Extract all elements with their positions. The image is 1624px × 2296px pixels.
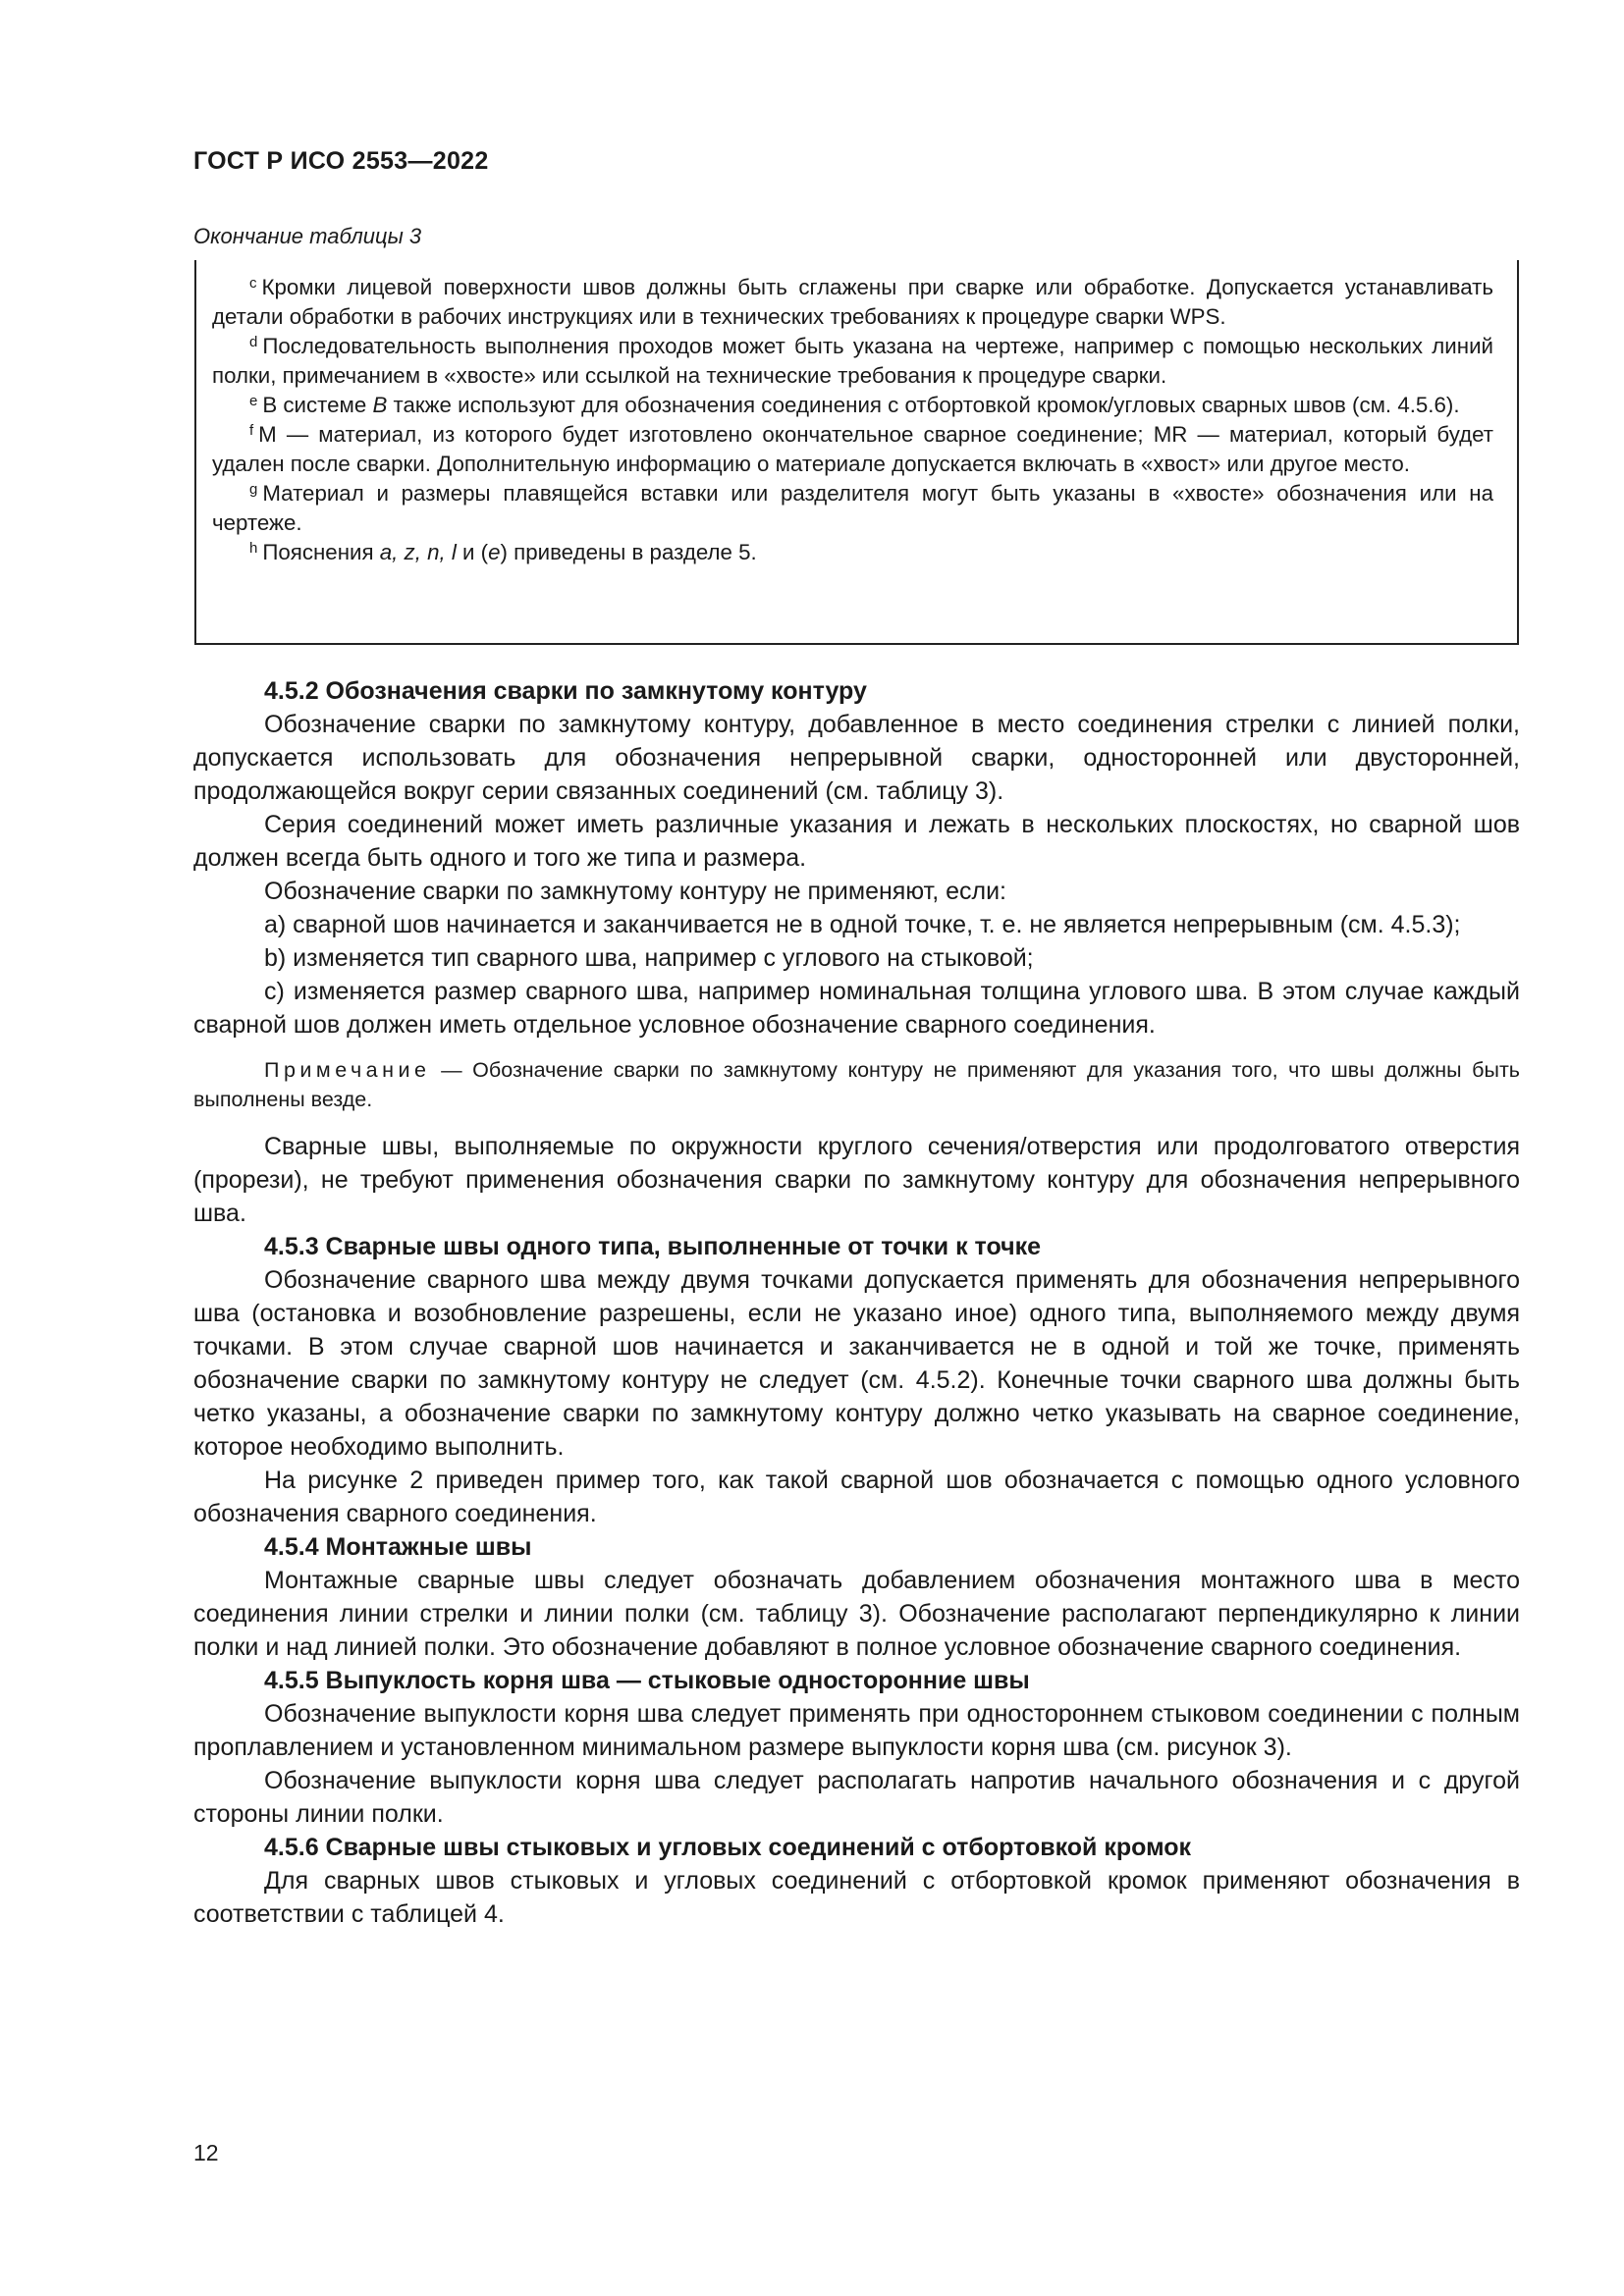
section-heading-4-5-5: 4.5.5 Выпуклость корня шва — стыковые односторонние швы (264, 1667, 1030, 1694)
section-heading-4-5-4: 4.5.4 Монтажные швы (264, 1533, 532, 1561)
paragraph: Обозначение сварки по замкнутому контуру, добавленное в место соединения стрелки с линией полки, допускается использовать для обозначения непрерывной сварки, односторонней или двусторонней, продолжающейся вокруг серии связанных соединений (см. таблицу 3). (193, 711, 1520, 805)
paragraph: Серия соединений может иметь различные указания и лежать в нескольких плоскостях, но сварной шов должен всегда быть одного и того же типа и размера. (193, 811, 1520, 872)
list-item-a: a) сварной шов начинается и заканчивается не в одной точке, т. е. не является непрерывным (см. 4.5.3); (264, 911, 1461, 938)
table-note-h: $^h$ Пояснения a, z, n, l и (e) приведены в разделе 5. (249, 540, 757, 564)
section-heading-4-5-3: 4.5.3 Сварные швы одного типа, выполненные от точки к точке (264, 1233, 1042, 1260)
section-heading-4-5-6: 4.5.6 Сварные швы стыковых и угловых соединений с отбортовкой кромок (264, 1834, 1192, 1861)
paragraph: Обозначение выпуклости корня шва следует применять при одностороннем стыковом соединении с полным проплавлением и установленном минимальном размере выпуклости корня шва (см. рисунок 3). (193, 1700, 1520, 1761)
note-label: Примечание (264, 1058, 431, 1082)
paragraph: Для сварных швов стыковых и угловых соединений с отбортовкой кромок применяют обозначения в соответствии с таблицей 4. (193, 1867, 1520, 1928)
paragraph: Сварные швы, выполняемые по окружности круглого сечения/отверстия или продолговатого отверстия (прорези), не требуют применения обозначения сварки по замкнутому контуру для обозначения непрерывного шва. (193, 1133, 1520, 1227)
page-number: 12 (193, 2140, 219, 2165)
paragraph: Обозначение выпуклости корня шва следует располагать напротив начального обозначения и с другой стороны линии полки. (193, 1767, 1520, 1828)
paragraph: Монтажные сварные швы следует обозначать добавлением обозначения монтажного шва в место соединения линии стрелки и линии полки (см. таблицу 3). Обозначение располагают перпендикулярно к линии полки и над линией полки. Это обозначение добавляют в полное условное обозначение сварного соединения. (193, 1567, 1520, 1661)
table-note-g: $^g$ Материал и размеры плавящейся вставки или разделителя могут быть указаны в «хвосте» обозначения или на чертеже. (212, 481, 1493, 535)
table-notes-box (194, 260, 1519, 645)
table-note-f: $^f$ М — материал, из которого будет изготовлено окончательное сварное соединение; МR — материал, который будет удален после сварки. Дополнительную информацию о материале допускается включать в «хвост» или другое место. (212, 422, 1493, 476)
paragraph: Обозначение сварного шва между двумя точками допускается применять для обозначения непрерывного шва (остановка и возобновление разрешены, если не указано иное) одного типа, выполняемого между двумя точками. В этом случае сварной шов начинается и заканчивается не в одной и той же точке, применять обозначение сварки по замкнутому контуру не следует (см. 4.5.2). Конечные точки сварного шва должны быть четко указаны, а обозначение сварки по замкнутому контуру должно четко указывать на сварное соединение, которое необходимо выполнить. (193, 1266, 1520, 1461)
paragraph: На рисунке 2 приведен пример того, как такой сварной шов обозначается с помощью одного условного обозначения сварного соединения. (193, 1467, 1520, 1527)
document-body (193, 674, 1520, 1931)
section-heading-4-5-2: 4.5.2 Обозначения сварки по замкнутому контуру (264, 677, 867, 705)
list-item-c: c) изменяется размер сварного шва, например номинальная толщина углового шва. В этом случае каждый сварной шов должен иметь отдельное условное обозначение сварного соединения. (193, 978, 1520, 1039)
table-note-d: $^d$ Последовательность выполнения проходов может быть указана на чертеже, например с помощью нескольких линий полки, примечанием в «хвосте» или ссылкой на технические требования к процедуре сварки. (212, 334, 1493, 388)
document-header: ГОСТ Р ИСО 2553—2022 (193, 147, 489, 175)
table-note-c: $^c$ Кромки лицевой поверхности швов должны быть сглажены при сварке или обработке. Допускается устанавливать детали обработки в рабочих инструкциях или в технических требованиях к процедуре сварки WPS. (212, 275, 1493, 329)
paragraph: Обозначение сварки по замкнутому контуру не применяют, если: (264, 878, 1007, 905)
note-paragraph: Примечание — Обозначение сварки по замкнутому контуру не применяют для указания того, что швы должны быть выполнены везде. (193, 1058, 1520, 1111)
list-item-b: b) изменяется тип сварного шва, например с углового на стыковой; (264, 944, 1034, 972)
table-note-e: $^e$ В системе B также используют для обозначения соединения с отбортовкой кромок/угловых сварных швов (см. 4.5.6). (249, 393, 1460, 417)
table-continuation-caption: Окончание таблицы 3 (193, 224, 422, 248)
